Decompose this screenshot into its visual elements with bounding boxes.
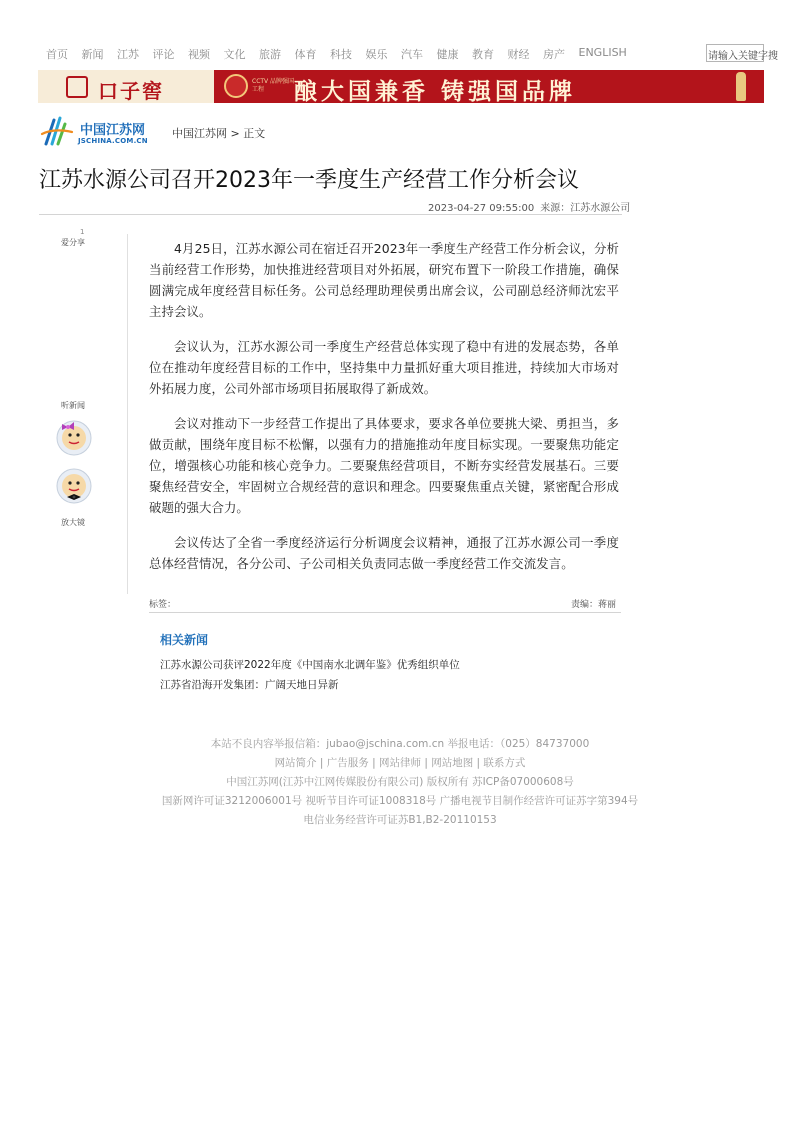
nav-item-realestate[interactable]: 房产 — [543, 48, 565, 61]
tags-row — [149, 597, 618, 611]
nav-item-news[interactable]: 新闻 — [81, 48, 104, 61]
cctv-badge-icon — [224, 74, 248, 98]
ad-brand-name: 口子窖 — [98, 79, 164, 103]
footer-telecom-license: 电信业务经营许可证苏B1,B2-20110153 — [303, 814, 497, 826]
nav-item-auto[interactable]: 汽车 — [401, 48, 423, 61]
article-source: 来源：江苏水源公司 — [540, 203, 631, 214]
nav-item-culture[interactable]: 文化 — [223, 48, 246, 61]
related-news-link[interactable]: 江苏省沿海开发集团：广阔天地日异新 — [160, 679, 339, 691]
tags-label: 标签： — [149, 600, 177, 610]
nav-item-sports[interactable]: 体育 — [294, 48, 317, 61]
footer-report-line: 本站不良内容举报信箱：jubao@jschina.com.cn 举报电话：（025）84737000 — [210, 738, 590, 750]
nav-item-home[interactable]: 首页 — [46, 48, 68, 61]
ad-banner[interactable] — [38, 70, 764, 103]
article-meta — [428, 199, 636, 214]
related-news-list — [160, 655, 460, 695]
top-navigation — [38, 44, 778, 64]
nav-links — [46, 46, 640, 62]
magnifier-label: 放大镜 — [61, 518, 85, 527]
article-title: 江苏水源公司召开2023年一季度生产经营工作分析会议 — [39, 168, 579, 193]
body-divider — [149, 612, 621, 613]
nav-item-finance[interactable]: 财经 — [507, 48, 530, 61]
article-body — [149, 238, 619, 588]
ad-slogan: 酿大国兼香 铸强国品牌 — [294, 78, 577, 105]
article-paragraph: 会议认为，江苏水源公司一季度生产经营总体实现了稳中有进的发展态势，各单位在推动年度经营目标的工作中，坚持集中力量抓好重大项目推进，持续加大市场对外拓展力度，公司外部市场项目拓展取得了新成效。 — [149, 339, 619, 396]
site-footer — [0, 735, 800, 830]
article-paragraph: 会议传达了全省一季度经济运行分析调度会议精神，通报了江苏水源公司一季度总体经营情况，各分公司、子公司相关负责同志做一季度经营工作交流发言。 — [149, 535, 619, 571]
nav-item-entertainment[interactable]: 娱乐 — [365, 48, 388, 61]
share-count: 1 — [80, 228, 85, 236]
nav-item-jiangsu[interactable]: 江苏 — [117, 48, 139, 61]
article-paragraph: 会议对推动下一步经营工作提出了具体要求，要求各单位要挑大梁、勇担当，多做贡献，围绕年度目标不松懈，以强有力的措施推动年度目标实现。一要聚焦功能定位，增强核心功能和核心竞争力。二要聚焦经营项目，不断夯实经营发展基石。三要聚焦经营安全，牢固树立合规经营的意识和理念。四要聚焦重点关键，紧密配合形成破题的强大合力。 — [149, 416, 619, 515]
breadcrumb[interactable]: 中国江苏网 > 正文 — [172, 127, 266, 140]
editor-credit: 责编：蒋丽 — [570, 600, 616, 610]
footer-copyright: 中国江苏网(江苏中江网传媒股份有限公司) 版权所有 苏ICP备07000608号 — [226, 776, 574, 788]
brand-seal-icon — [66, 76, 88, 98]
search-input[interactable]: 请输入关键字搜 — [706, 44, 764, 62]
article-datetime: 2023-04-27 09:55:00 — [428, 203, 535, 214]
nav-item-tech[interactable]: 科技 — [330, 48, 352, 61]
title-divider — [39, 214, 622, 215]
logo-domain: JSCHINA.COM.CN — [78, 137, 148, 145]
jschina-logo-icon — [40, 114, 74, 148]
footer-links[interactable]: 网站简介 | 广告服务 | 网站律师 | 网站地图 | 联系方式 — [274, 757, 526, 769]
article-paragraph: 4月25日，江苏水源公司在宿迁召开2023年一季度生产经营工作分析会议，分析当前经营工作形势，加快推进经营项目对外拓展，研究布置下一阶段工作措施，确保圆满完成年度经营目标任务。公司总经理助理侯勇出席会议，公司副总经济师沈宏平主持会议。 — [149, 241, 619, 319]
share-button[interactable]: 爱分享 — [61, 238, 85, 247]
related-news-link[interactable]: 江苏水源公司获评2022年度《中国南水北调年鉴》优秀组织单位 — [160, 659, 460, 671]
footer-licenses: 国新网许可证3212006001号 视听节目许可证1008318号 广播电视节目制作经营许可证苏字第394号 — [161, 795, 639, 807]
related-news-title: 相关新闻 — [160, 633, 209, 647]
nav-item-health[interactable]: 健康 — [436, 48, 459, 61]
ad-brand-box — [38, 70, 214, 103]
column-divider — [127, 234, 128, 594]
magnifier-mascot-icon[interactable] — [52, 464, 96, 508]
listen-news-mascot-icon[interactable] — [52, 414, 96, 458]
nav-item-video[interactable]: 视频 — [188, 48, 210, 61]
cctv-badge-text: CCTV 品牌强国工程 — [252, 78, 295, 93]
listen-news-label: 听新闻 — [61, 401, 85, 410]
logo-name: 中国江苏网 — [80, 123, 146, 138]
bottle-icon — [736, 72, 746, 101]
nav-item-travel[interactable]: 旅游 — [259, 48, 281, 61]
nav-item-commentary[interactable]: 评论 — [152, 48, 175, 61]
nav-item-english[interactable]: ENGLISH — [578, 46, 627, 59]
nav-item-education[interactable]: 教育 — [472, 48, 494, 61]
